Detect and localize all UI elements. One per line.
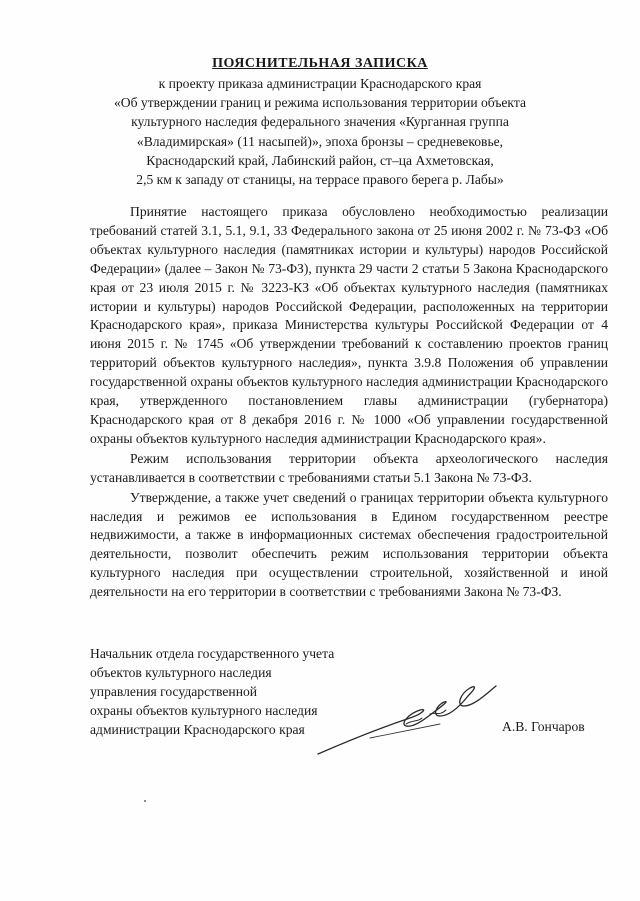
document-body bbox=[90, 203, 608, 602]
subtitle-line: «Владимирская» (11 насыпей)», эпоха бронзы – средневековье, bbox=[136, 133, 504, 149]
body-paragraph: Принятие настоящего приказа обусловлено необходимостью реализации требований статей 3.1, 5.1, 9.1, 33 Федерального закона от 25 июня 2002 г. № 73-ФЗ «Об объектах культурного наследия (памятниках истории и культуры) народов Российской Федерации» (далее – Закон № 73-ФЗ), пункта 29 части 2 статьи 5 Закона Краснодарского края от 23 июля 2015 г. № 3223-КЗ «Об объектах культурного наследия (памятниках истории и культуры) народов Российской Федерации, расположенных на территории Краснодарского края», приказа Министерства культуры Российской Федерации от 4 июня 2015 г. № 1745 «Об утверждении требований к составлению проектов границ территорий объектов культурного наследия», пункта 3.9.8 Положения об управлении государственной охраны объектов культурного наследия администрации Краснодарского края, утвержденного постановлением главы администрации (губернатора) Краснодарского края от 8 декабря 2016 г. № 1000 «Об управлении государственной охраны объектов культурного наследия администрации Краснодарского края». bbox=[90, 204, 608, 446]
signatory-line: охраны объектов культурного наследия bbox=[90, 702, 318, 718]
document-subtitle bbox=[100, 74, 540, 189]
signatory-position bbox=[90, 645, 334, 740]
signatory-line: Начальник отдела государственного учета bbox=[90, 646, 335, 661]
body-paragraph: Утверждение, а также учет сведений о границах территории объекта культурного наследия и режимов ее использования в Едином государственном реестре недвижимости, а также в информационных системах обеспечения градостроительной деятельности, позволит обеспечить режим использования территории объекта культурного наследия при осуществлении строительной, хозяйственной и иной деятельности на его территории в соответствии с требованиями Закона № 73-ФЗ. bbox=[90, 489, 608, 600]
subtitle-line: к проекту приказа администрации Краснодарского края bbox=[158, 76, 482, 91]
handwritten-signature bbox=[310, 678, 510, 758]
signatory-line: администрации Краснодарского края bbox=[90, 721, 305, 737]
subtitle-line: 2,5 км к западу от станицы, на террасе правого берега р. Лабы» bbox=[136, 172, 504, 188]
scan-speck bbox=[144, 800, 146, 802]
signatory-line: объектов культурного наследия bbox=[90, 664, 272, 680]
subtitle-line: Краснодарский край, Лабинский район, ст–ца Ахметовская, bbox=[146, 152, 494, 168]
document-title: ПОЯСНИТЕЛЬНАЯ ЗАПИСКА bbox=[212, 56, 428, 71]
body-paragraph: Режим использования территории объекта археологического наследия устанавливается в соответствии с требованиями статьи 5.1 Закона № 73-ФЗ. bbox=[90, 450, 608, 485]
signatory-line: управления государственной bbox=[90, 683, 258, 699]
signatory-name: А.В. Гончаров bbox=[502, 719, 585, 734]
subtitle-line: культурного наследия федерального значения «Курганная группа bbox=[131, 114, 509, 130]
subtitle-line: «Об утверждении границ и режима использования территории объекта bbox=[113, 95, 527, 111]
